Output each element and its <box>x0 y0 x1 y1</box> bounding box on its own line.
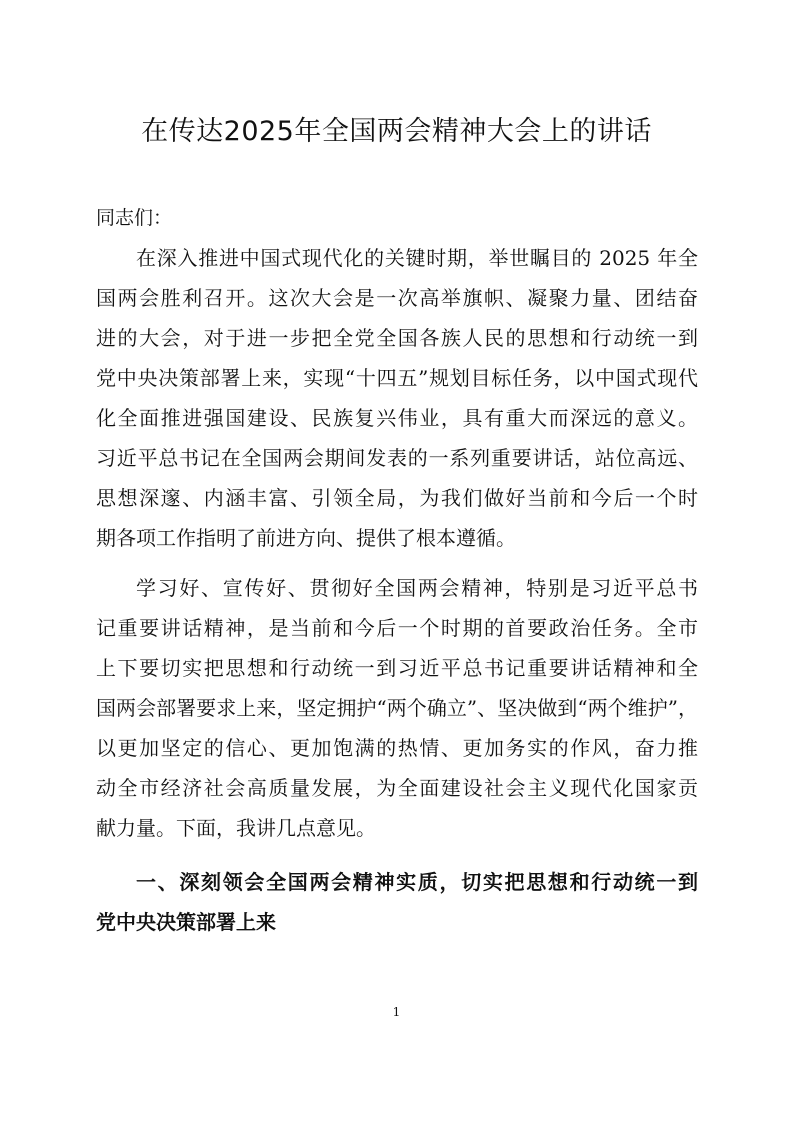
paragraph-line: 思想深邃、内涵丰富、引领全局，为我们做好当前和今后一个时 <box>96 486 698 510</box>
paragraph-line: 国两会部署要求上来，坚定拥护“两个确立”、坚决做到“两个维护”， <box>96 696 698 720</box>
heading-line: 一、深刻领会全国两会精神实质，切实把思想和行动统一到 <box>136 870 698 894</box>
paragraph-line: 习近平总书记在全国两会期间发表的一系列重要讲话，站位高远、 <box>96 446 698 470</box>
heading-line: 党中央决策部署上来 <box>96 910 276 934</box>
paragraph-line: 国两会胜利召开。这次大会是一次高举旗帜、凝聚力量、团结奋 <box>96 286 698 310</box>
paragraph-line: 上下要切实把思想和行动统一到习近平总书记重要讲话精神和全 <box>96 656 698 680</box>
paragraph-line: 记重要讲话精神，是当前和今后一个时期的首要政治任务。全市 <box>96 616 698 640</box>
paragraph-line: 在深入推进中国式现代化的关键时期，举世瞩目的 2025 年全 <box>136 246 698 270</box>
paragraph-line: 学习好、宣传好、贯彻好全国两会精神，特别是习近平总书 <box>136 576 698 600</box>
paragraph-line: 进的大会，对于进一步把全党全国各族人民的思想和行动统一到 <box>96 326 698 350</box>
paragraph-line: 献力量。下面，我讲几点意见。 <box>96 816 376 840</box>
paragraph-line: 党中央决策部署上来，实现“十四五”规划目标任务，以中国式现代 <box>96 366 698 390</box>
page-number: 1 <box>392 1005 401 1019</box>
document-title: 在传达2025年全国两会精神大会上的讲话 <box>141 116 652 147</box>
paragraph-line: 动全市经济社会高质量发展，为全面建设社会主义现代化国家贡 <box>96 776 698 800</box>
paragraph-line: 化全面推进强国建设、民族复兴伟业，具有重大而深远的意义。 <box>96 406 698 430</box>
paragraph-line: 以更加坚定的信心、更加饱满的热情、更加务实的作风，奋力推 <box>96 736 698 760</box>
paragraph-line: 期各项工作指明了前进方向、提供了根本遵循。 <box>96 526 516 550</box>
salutation: 同志们： <box>96 207 173 229</box>
